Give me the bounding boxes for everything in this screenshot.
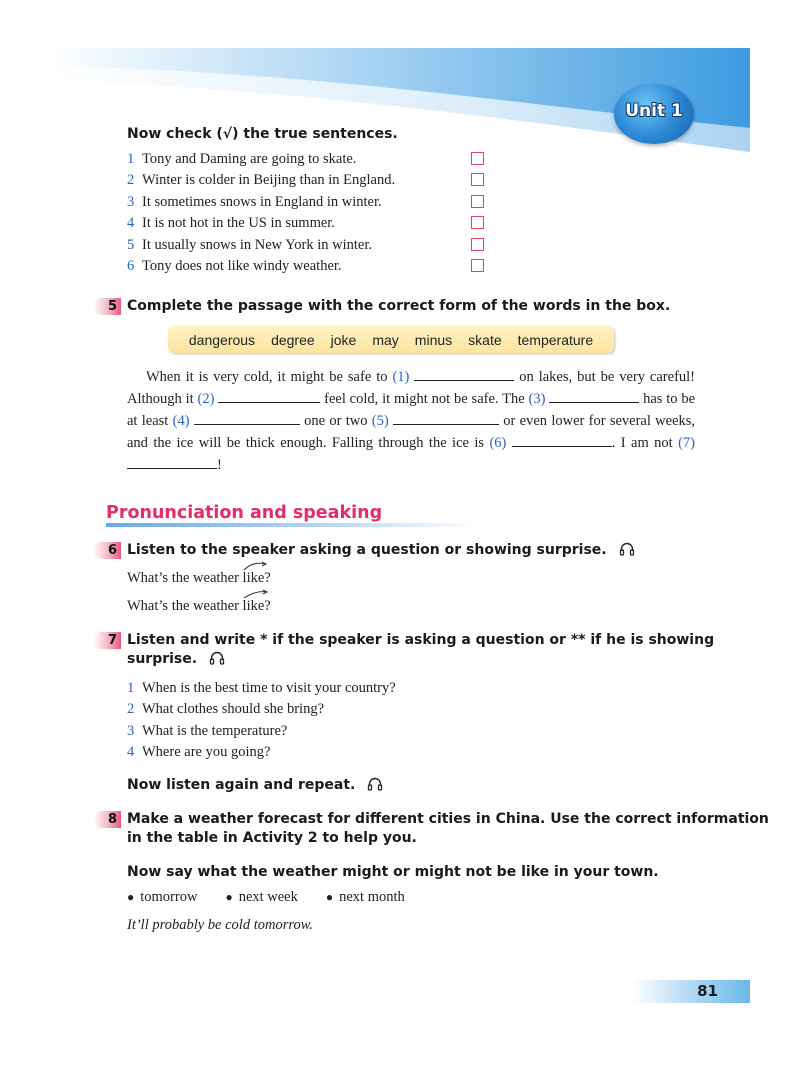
list-item: 3 It sometimes snows in England in winter.	[127, 192, 395, 213]
list-item: ● next month	[325, 889, 405, 905]
blank-number: (7)	[678, 435, 696, 451]
check-list	[127, 149, 395, 277]
blank-7[interactable]	[127, 456, 217, 469]
blank-number: (5)	[371, 413, 389, 429]
checkbox[interactable]	[471, 173, 484, 186]
blank-2[interactable]	[218, 390, 320, 403]
example-question: What’s the weather like?	[127, 570, 271, 587]
list-item: 6 Tony does not like windy weather.	[127, 256, 395, 277]
headphones-icon[interactable]	[209, 650, 225, 666]
blank-5[interactable]	[393, 412, 499, 425]
activity-6-instruction: Listen to the speaker asking a question or showing surprise.	[127, 541, 635, 560]
bullet-list	[127, 889, 405, 906]
intonation-rise-arrow-icon	[243, 589, 269, 599]
intonation-rise-arrow-icon	[243, 561, 269, 571]
headphones-icon[interactable]	[367, 776, 383, 792]
word: degree	[271, 331, 315, 348]
checkbox[interactable]	[471, 195, 484, 208]
blank-number: (4)	[172, 413, 190, 429]
blank-6[interactable]	[512, 434, 612, 447]
word: skate	[468, 331, 502, 348]
list-item: 3 What is the temperature?	[127, 722, 288, 739]
blank-number: (6)	[489, 435, 507, 451]
page-number: 81	[697, 982, 718, 1000]
checkbox[interactable]	[471, 216, 484, 229]
check-instruction: Now check (√) the true sentences.	[127, 126, 398, 142]
word: temperature	[517, 331, 594, 348]
word-box	[168, 326, 614, 353]
list-item: 5 It usually snows in New York in winter.	[127, 235, 395, 256]
checkbox[interactable]	[471, 152, 484, 165]
list-item: ● tomorrow	[127, 889, 198, 905]
activity-7-number: 7	[93, 632, 121, 649]
word: may	[372, 331, 399, 348]
headphones-icon[interactable]	[619, 541, 635, 557]
blank-number: (2)	[197, 391, 215, 407]
activity-8-sub-instruction: Now say what the weather might or might not be like in your town.	[127, 864, 659, 880]
word: minus	[414, 331, 453, 348]
bullet-icon: ●	[127, 890, 135, 904]
page-number-bar	[633, 980, 750, 1003]
activity-6-number: 6	[93, 542, 121, 559]
list-item: 1 Tony and Daming are going to skate.	[127, 149, 395, 170]
activity-7-list	[127, 678, 396, 764]
blank-4[interactable]	[194, 412, 300, 425]
section-underline	[106, 523, 478, 527]
unit-badge	[614, 84, 694, 144]
activity-8-number: 8	[93, 811, 121, 828]
word: joke	[330, 331, 357, 348]
checkbox[interactable]	[471, 238, 484, 251]
activity-5-number: 5	[93, 298, 121, 315]
activity-7-instruction: Listen and write * if the speaker is asking a question or ** if he is showing surprise.	[127, 632, 715, 667]
blank-number: (1)	[392, 369, 410, 385]
bullet-icon: ●	[325, 890, 334, 904]
checkbox[interactable]	[471, 259, 484, 272]
list-item: 1 When is the best time to visit your country?	[127, 680, 396, 696]
section-title: Pronunciation and speaking	[106, 503, 383, 523]
blank-3[interactable]	[549, 390, 639, 403]
list-item: 2 What clothes should she bring?	[127, 701, 325, 718]
word: dangerous	[188, 331, 256, 348]
list-item: 2 Winter is colder in Beijing than in England.	[127, 170, 395, 191]
list-item: 4 It is not hot in the US in summer.	[127, 213, 395, 234]
list-item: 4 Where are you going?	[127, 744, 271, 761]
example-sentence: It’ll probably be cold tomorrow.	[127, 917, 313, 933]
activity-5-instruction: Complete the passage with the correct form of the words in the box.	[127, 298, 671, 314]
unit-badge-label: Unit 1	[625, 101, 683, 121]
list-item: ● next week	[225, 889, 298, 905]
activity-8-instruction: Make a weather forecast for different cities in China. Use the correct information in the table in Activity 2 to help you.	[127, 811, 769, 846]
passage: When it is very cold, it might be safe to (1) on lakes, but be very careful! Although it (2) feel cold, it might not be safe. The (3) has to be at least (4) one or two (5) or even lower for several weeks, and the ice will be thick enough. Falling through the ice is (6) . I am not (7) !	[127, 369, 696, 473]
bullet-icon: ●	[225, 890, 233, 904]
blank-number: (3)	[528, 391, 546, 407]
repeat-instruction: Now listen again and repeat.	[127, 776, 383, 795]
blank-1[interactable]	[414, 368, 514, 381]
example-surprise: What’s the weather like?	[127, 598, 271, 615]
